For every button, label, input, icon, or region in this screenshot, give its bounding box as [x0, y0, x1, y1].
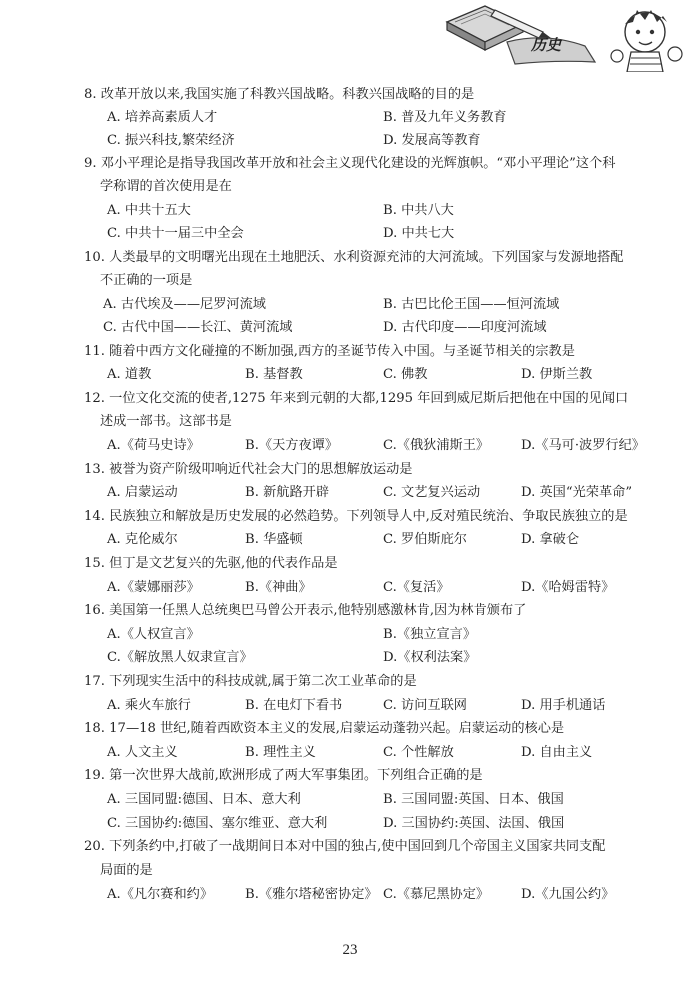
q9-option-b: B. 中共八大 — [383, 203, 454, 218]
q18-option-c: C. 个性解放 — [383, 745, 454, 760]
q12-option-b: B.《天方夜谭》 — [245, 438, 339, 453]
question-10-stem: 10. 人类最早的文明曙光出现在土地肥沃、水利资源充沛的大河流域。下列国家与发源地搭配 — [84, 250, 624, 265]
question-15-stem: 15. 但丁是文艺复兴的先驱,他的代表作品是 — [84, 556, 338, 571]
q18-option-d: D. 自由主义 — [521, 745, 593, 760]
q17-option-c: C. 访问互联网 — [383, 698, 467, 713]
q20-option-b: B.《雅尔塔秘密协定》 — [245, 887, 378, 902]
subject-label: 历史 — [531, 36, 562, 54]
question-20-stem-cont: 局面的是 — [100, 863, 153, 878]
q15-option-a: A.《蒙娜丽莎》 — [107, 580, 200, 595]
q20-option-c: C.《慕尼黑协定》 — [383, 887, 490, 902]
page-number: 23 — [342, 942, 358, 958]
question-19-stem: 19. 第一次世界大战前,欧洲形成了两大军事集团。下列组合正确的是 — [84, 768, 483, 783]
q16-option-d: D.《权利法案》 — [383, 650, 477, 665]
q10-option-c: C. 古代中国——长江、黄河流域 — [103, 320, 293, 335]
q16-option-c: C.《解放黑人奴隶宣言》 — [107, 650, 253, 665]
q10-option-b: B. 古巴比伦王国——恒河流域 — [383, 297, 560, 312]
q12-option-c: C.《俄狄浦斯王》 — [383, 438, 490, 453]
q14-option-a: A. 克伦威尔 — [107, 532, 178, 547]
q10-option-d: D. 古代印度——印度河流域 — [383, 320, 547, 335]
question-9-stem: 9. 邓小平理论是指导我国改革开放和社会主义现代化建设的光辉旗帜。“邓小平理论”这个科 — [84, 156, 616, 171]
q11-option-d: D. 伊斯兰教 — [521, 367, 593, 382]
q17-option-d: D. 用手机通话 — [521, 698, 606, 713]
q13-option-c: C. 文艺复兴运动 — [383, 485, 481, 500]
question-20-stem: 20. 下列条约中,打破了一战期间日本对中国的独占,使中国回到几个帝国主义国家共同支配 — [84, 839, 606, 854]
q9-option-a: A. 中共十五大 — [107, 203, 191, 218]
q19-option-b: B. 三国同盟:英国、日本、俄国 — [383, 792, 564, 807]
q19-option-a: A. 三国同盟:德国、日本、意大利 — [107, 792, 301, 807]
q12-option-d: D.《马可·波罗行纪》 — [521, 438, 645, 453]
q13-option-b: B. 新航路开辟 — [245, 485, 330, 500]
question-16-stem: 16. 美国第一任黑人总统奥巴马曾公开表示,他特别感激林肯,因为林肯颁布了 — [84, 603, 527, 618]
q13-option-a: A. 启蒙运动 — [107, 485, 178, 500]
question-13-stem: 13. 被誉为资产阶级叩响近代社会大门的思想解放运动是 — [84, 462, 413, 477]
question-12-stem: 12. 一位文化交流的使者,1275 年来到元朝的大都,1295 年回到威尼斯后把他在中国的见闻口 — [84, 391, 629, 406]
question-18-stem: 18. 17—18 世纪,随着西欧资本主义的发展,启蒙运动蓬勃兴起。启蒙运动的核心是 — [84, 721, 565, 736]
question-10-stem-cont: 不正确的一项是 — [100, 273, 193, 288]
q8-option-a: A. 培养高素质人才 — [107, 110, 218, 125]
q18-option-a: A. 人文主义 — [107, 745, 178, 760]
q19-option-c: C. 三国协约:德国、塞尔维亚、意大利 — [107, 816, 328, 831]
q17-option-b: B. 在电灯下看书 — [245, 698, 343, 713]
question-11-stem: 11. 随着中西方文化碰撞的不断加强,西方的圣诞节传入中国。与圣诞节相关的宗教是 — [84, 344, 575, 359]
q11-option-b: B. 基督教 — [245, 367, 303, 382]
question-17-stem: 17. 下列现实生活中的科技成就,属于第二次工业革命的是 — [84, 674, 417, 689]
q13-option-d: D. 英国“光荣革命” — [521, 485, 633, 500]
q20-option-a: A.《凡尔赛和约》 — [107, 887, 214, 902]
q8-option-d: D. 发展高等教育 — [383, 133, 481, 148]
q15-option-d: D.《哈姆雷特》 — [521, 580, 615, 595]
cartoon-boy-icon — [611, 10, 682, 72]
q9-option-c: C. 中共十一届三中全会 — [107, 226, 244, 241]
q20-option-d: D.《九国公约》 — [521, 887, 615, 902]
q15-option-b: B.《神曲》 — [245, 580, 312, 595]
q11-option-c: C. 佛教 — [383, 367, 428, 382]
q14-option-d: D. 拿破仑 — [521, 532, 580, 547]
q8-option-b: B. 普及九年义务教育 — [383, 110, 507, 125]
q16-option-b: B.《独立宣言》 — [383, 627, 477, 642]
q14-option-c: C. 罗伯斯庇尔 — [383, 532, 467, 547]
q11-option-a: A. 道教 — [107, 367, 152, 382]
q17-option-a: A. 乘火车旅行 — [107, 698, 191, 713]
q8-option-c: C. 振兴科技,繁荣经济 — [107, 133, 235, 148]
q12-option-a: A.《荷马史诗》 — [107, 438, 200, 453]
q19-option-d: D. 三国协约:英国、法国、俄国 — [383, 816, 565, 831]
header-illustration — [445, 2, 690, 72]
question-9-stem-cont: 学称谓的首次使用是在 — [100, 179, 232, 194]
question-12-stem-cont: 述成一部书。这部书是 — [100, 414, 232, 429]
q16-option-a: A.《人权宣言》 — [107, 627, 200, 642]
q15-option-c: C.《复活》 — [383, 580, 450, 595]
q14-option-b: B. 华盛顿 — [245, 532, 303, 547]
q10-option-a: A. 古代埃及——尼罗河流域 — [103, 297, 266, 312]
q9-option-d: D. 中共七大 — [383, 226, 455, 241]
question-14-stem: 14. 民族独立和解放是历史发展的必然趋势。下列领导人中,反对殖民统治、争取民族独立的是 — [84, 509, 628, 524]
q18-option-b: B. 理性主义 — [245, 745, 316, 760]
question-8-stem: 8. 改革开放以来,我国实施了科教兴国战略。科教兴国战略的目的是 — [84, 87, 475, 102]
